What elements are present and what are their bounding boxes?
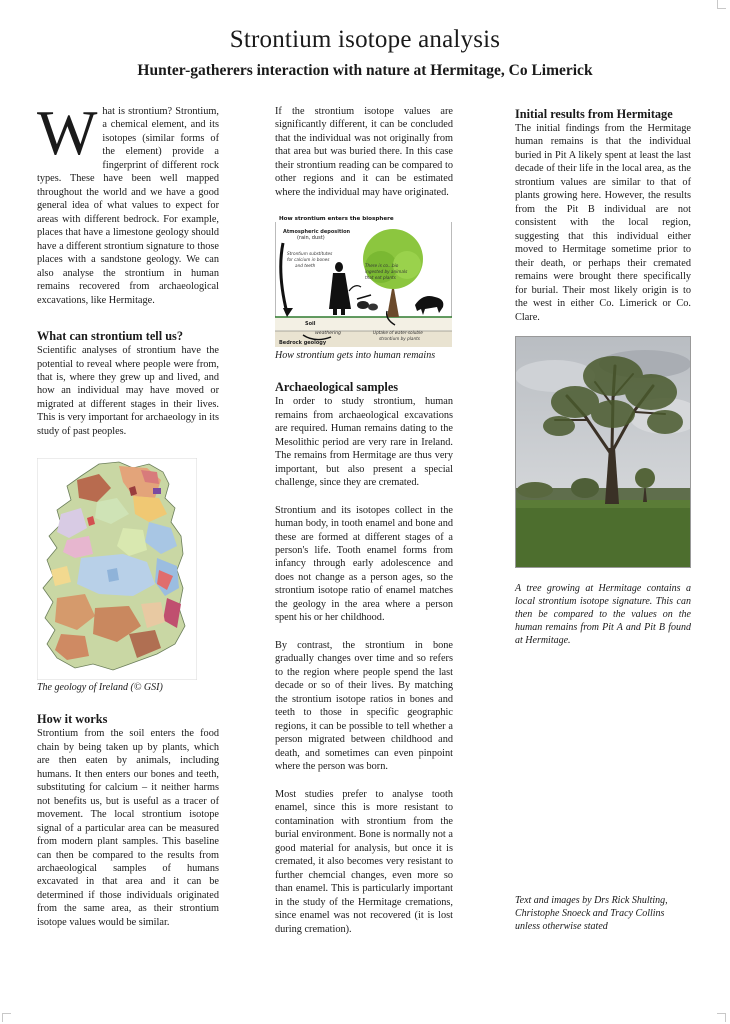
diagram-title: How strontium enters the biosphere (279, 216, 394, 223)
archaeological-p2: Strontium and its isotopes collect in the human body, in tooth enamel and bone and these are formed at different stages of a person's life. Tooth enamel forms from infancy through early adolescence and does not change as a person ages, so the strontium isotope ratio of enamel matches the geology in the area where a person spent his or her childhood. (275, 504, 453, 624)
intro-paragraph (37, 97, 219, 307)
geology-map-image (37, 458, 197, 680)
page-subtitle: Hunter-gatherers interaction with nature at Hermitage, Co Limerick (137, 62, 593, 79)
diagram-subst-1: Strontium substitutes (287, 251, 333, 257)
diagram-animals-2: ingested by animals (365, 269, 408, 275)
diagram-animals-3: that eat plants (365, 275, 396, 281)
diagram-bedrock: Bedrock geology (279, 340, 327, 347)
geology-map (37, 458, 197, 680)
biosphere-diagram (275, 213, 452, 347)
diagram-atmos2: (rain, dust) (297, 235, 325, 242)
diagram-atmos: Atmospheric deposition (283, 229, 351, 236)
archaeological-p4: Most studies prefer to analyse tooth enamel, since this is more resistant to contamination with strontium from the burial environment. Bone is normally not a good material for analysis, but once it is cremated, it also becomes very resistant to further chemcial changes, even more so than enamel. This is particularly important in the study of the Hermitage cremations, since enamel was not recovered (it is lost during cremation). (275, 788, 453, 935)
credits: Text and images by Drs Rick Shulting, Christophe Snoeck and Tracy Collins unless otherwise stated (515, 895, 668, 933)
intro-text: hat is strontium? Strontium, a chemical element, and its isotopes (similar forms of the element) provide a fingerprint of different rock types. These have been well mapped throughout the world and we have a good general idea of what values to expect for areas with different bedrock. For example, places that have a limestone geology should have a different strontium signature to those places with a sandstone geology. We can also analyse the strontium in human remains recovered from archaeological excavations, like Hermitage. (37, 106, 219, 306)
diagram-uptake-1: Uptake of water-soluble (373, 330, 423, 336)
column-1 (37, 97, 219, 929)
diagram-weathering: weathering (315, 331, 341, 337)
archaeological-p3: By contrast, the strontium in bone gradually changes over time and so refers to the region where people spend the last decade or so of their lives. By matching the strontium isotope ratios in bones and teeth to those in specific geographic regions, it can be possible to tell whether a person migrated between childhood and death, and sometimes can even pinpoint where the person was born. (275, 639, 453, 773)
drop-cap: W (37, 97, 98, 168)
crop-mark-top-right (717, 0, 726, 9)
diagram-subst-3: and teeth (295, 263, 316, 269)
what-can-text: Scientific analyses of strontium have the potential to reveal where people were from, that is, where they grew up and lived, and how an individual may have moved or migrated at different stages in their lives. This is very important for archaeology in its study of past peoples. (37, 345, 219, 437)
hermitage-tree-photo (515, 336, 691, 568)
archaeological-heading: Archaeological samples (275, 380, 399, 395)
diagram-subst-2: for calcium in bones (287, 257, 330, 263)
diagram-animals-1: There is co...bio (365, 263, 399, 269)
page-title: Strontium isotope analysis (229, 26, 501, 53)
what-can-heading: What can strontium tell us? (37, 329, 183, 344)
column-2 (275, 105, 453, 936)
biosphere-diagram-image (275, 213, 452, 347)
how-it-works-text: Strontium from the soil enters the food chain by being taken up by plants, which are then eaten by animals, including humans. It then enters our bones and teeth, substituting for calcium – it neither harms not benefits us, but is useful as a tracer of movement. The local strontium isotope signal of a particular area can be measured from modern plant samples. This baseline can then be compared to the results from archaeological samples of humans excavated in that area and it can be determined if those individuals originated from the same area, as their strontium isotope values would be similar. (37, 728, 219, 928)
diagram-caption: How strontium gets into human remains (275, 350, 436, 362)
geology-caption: The geology of Ireland (© GSI) (37, 682, 163, 694)
initial-results-text: The initial findings from the Hermitage human remains is that the individual buried in Pit A likely spent at least the last decade of their life in the local area, as the strontium values are similar to that of plants growing here. However, the results from the Pit B individual are not consistent with the local region, suggesting that this individual either moved to Hermitage sometime prior to their death, or perhaps their cremated remains were brought there specifically for burial. Their most likely origin is to the west in either Co. Limerick or Co. Clare. (515, 122, 691, 323)
diagram-soil: Soil (305, 321, 316, 328)
crop-mark-bottom-left (2, 1013, 11, 1022)
archaeological-p1: In order to study strontium, human remains from archaeological excavations are required. Human remains dating to the Mesolithic period are very rare in Ireland. The remains from Hermitage are thus very important, but also present a special challenge, since they are cremated. (275, 396, 453, 489)
tree-caption: A tree growing at Hermitage contains a local strontium isotope signature. This can then be compared to the values on the human remains from Pit A and Pit B found at Hermitage. (515, 583, 691, 647)
initial-results-heading: Initial results from Hermitage (515, 107, 673, 121)
column-3 (515, 107, 691, 933)
diagram-uptake-2: strontium by plants (379, 336, 420, 342)
crop-mark-bottom-right (717, 1013, 726, 1022)
hermitage-tree-image (515, 336, 691, 568)
how-it-works-heading: How it works (37, 712, 108, 727)
col2-intro-text: If the strontium isotope values are significantly different, it can be concluded that the individual was not originally from that area but was buried there. In this case their strontium reading can be compared to other regions and it can be estimated where the individual may have originated. (275, 106, 453, 198)
